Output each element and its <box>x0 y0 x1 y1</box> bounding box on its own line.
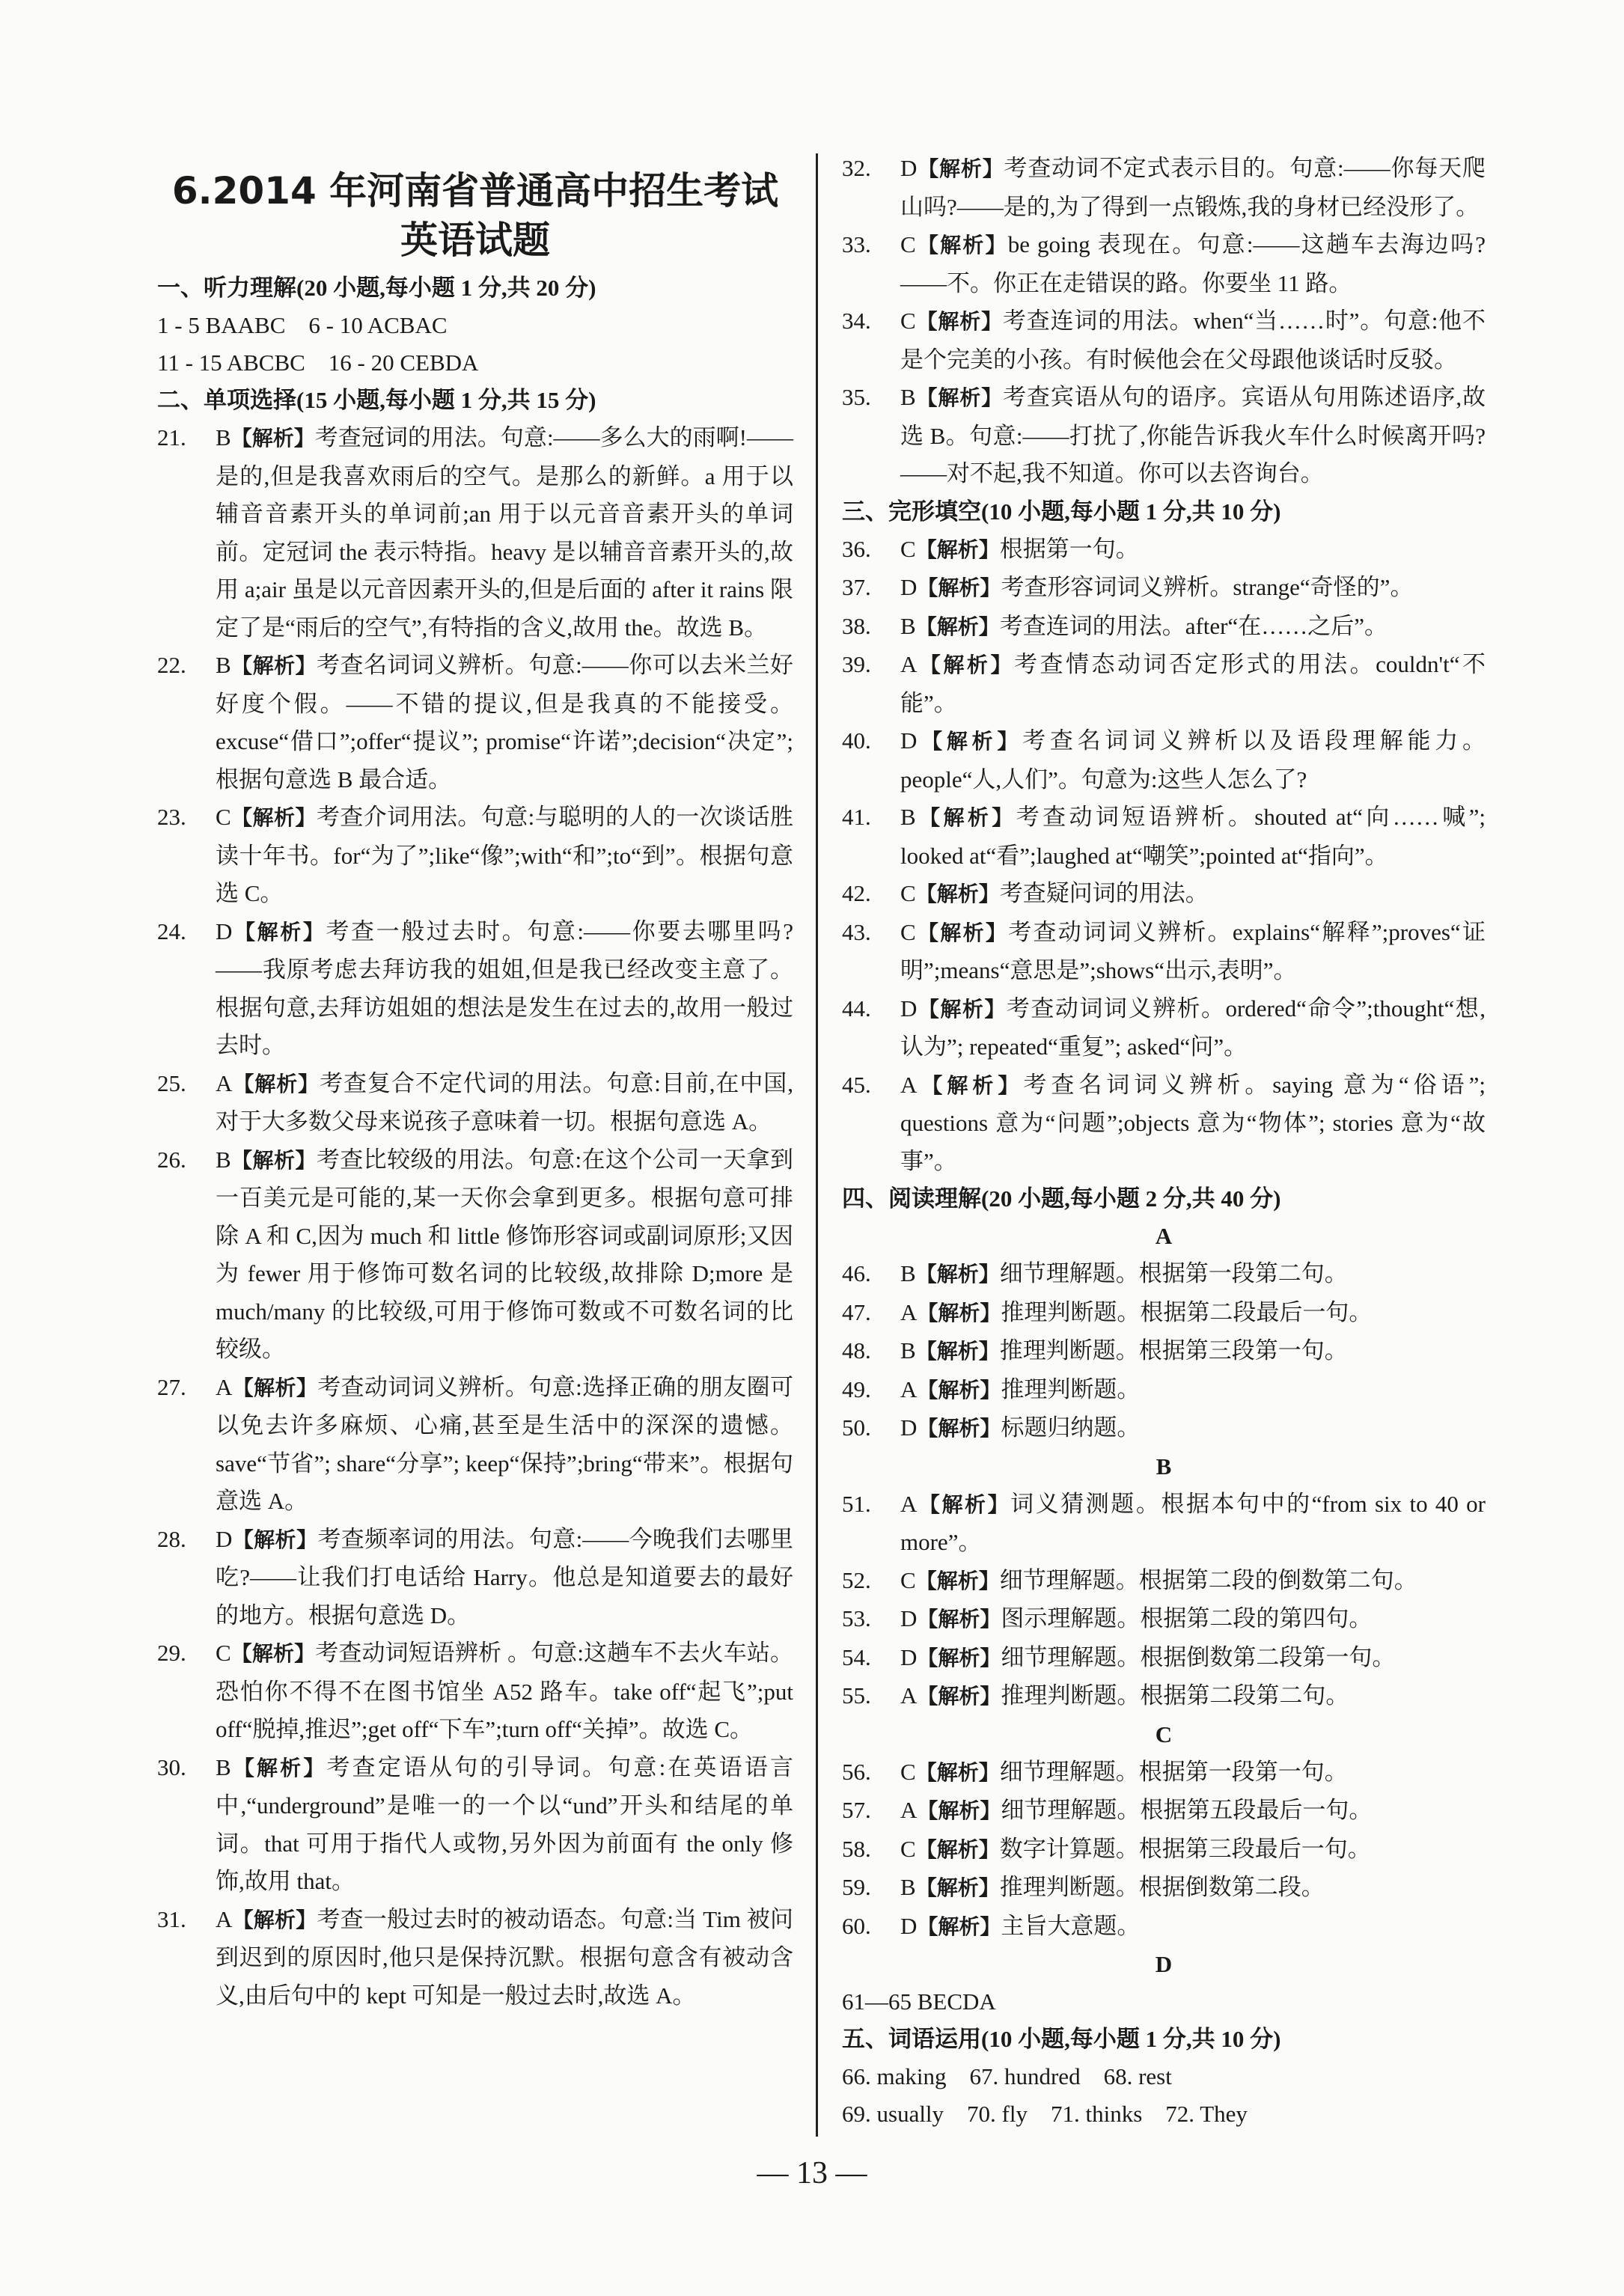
item-number: 39. <box>842 651 871 677</box>
answer-item <box>842 1831 1486 1869</box>
explanation-text: 考查名词词义辨析。saying 意为“俗语”; questions 意为“问题”;objects 意为“物体”; stories 意为“故事”。 <box>900 1071 1486 1174</box>
answer-line: 69. usually 70. fly 71. thinks 72. They <box>842 2101 1248 2127</box>
analysis-tag: 【解析】 <box>231 653 317 678</box>
answer-item <box>842 1486 1486 1562</box>
analysis-tag: 【解析】 <box>917 1416 1001 1441</box>
item-explanation <box>900 1600 1486 1639</box>
answer-letter: B <box>900 612 916 639</box>
explanation-text: 考查名词词义辨析。句意:——你可以去米兰好好度个假。——不错的提议,但是我真的不能接受。excuse“借口”;offer“提议”; promise“许诺”;decision“决定”;根据句意选 B 最合适。 <box>216 652 793 793</box>
explanation-text: 考查情态动词否定形式的用法。couldn't“不能”。 <box>900 651 1486 716</box>
answer-item <box>842 1908 1486 1947</box>
analysis-tag: 【解析】 <box>917 1914 1001 1939</box>
analysis-tag: 【解析】 <box>917 1072 1024 1098</box>
answer-letter: B <box>216 1146 231 1173</box>
item-number: 40. <box>842 727 871 754</box>
answer-letter: B <box>900 804 916 830</box>
answer-letter: B <box>216 652 231 678</box>
item-number: 34. <box>842 308 871 334</box>
explanation-text: 考查动词短语辨析。shouted at“向……喊”; looked at“看”;laughed at“嘲笑”;pointed at“指向”。 <box>900 804 1486 869</box>
item-number: 53. <box>842 1605 871 1631</box>
answer-letter: D <box>900 727 918 754</box>
item-explanation <box>900 1908 1486 1947</box>
answer-item <box>842 531 1486 570</box>
answer-letter: D <box>900 1643 918 1670</box>
explanation-text: 考查连词的用法。after“在……之后”。 <box>999 612 1388 639</box>
answer-line: 1 - 5 BAABC 6 - 10 ACBAC <box>157 312 448 338</box>
item-explanation <box>216 1749 793 1901</box>
answer-item <box>842 646 1486 722</box>
item-number: 57. <box>842 1797 871 1823</box>
item-explanation <box>900 799 1486 875</box>
analysis-tag: 【解析】 <box>917 1300 1001 1325</box>
explanation-text: 推理判断题。根据第二段第二句。 <box>1001 1682 1349 1709</box>
item-explanation <box>216 1141 793 1369</box>
answer-item <box>842 569 1486 608</box>
item-number: 44. <box>842 995 871 1022</box>
answer-item <box>842 1792 1486 1831</box>
item-number: 24. <box>157 918 186 944</box>
explanation-text: 数字计算题。根据第三段最后一句。 <box>999 1835 1371 1862</box>
answer-item <box>842 1677 1486 1716</box>
item-number: 38. <box>842 612 871 639</box>
analysis-tag: 【解析】 <box>915 805 1016 830</box>
explanation-text: 推理判断题。根据倒数第二段。 <box>999 1874 1325 1900</box>
answer-item <box>842 379 1486 493</box>
answer-item <box>842 1066 1486 1181</box>
item-explanation <box>900 1332 1486 1371</box>
item-number: 47. <box>842 1298 871 1325</box>
column-divider <box>816 153 818 2137</box>
answer-item <box>842 875 1486 914</box>
answer-line: 11 - 15 ABCBC 16 - 20 CEBDA <box>157 349 479 376</box>
item-number: 59. <box>842 1874 871 1900</box>
explanation-text: 细节理解题。根据第二段的倒数第二句。 <box>999 1566 1417 1593</box>
item-explanation <box>900 1753 1486 1792</box>
explanation-text: 考查宾语从句的语序。宾语从句用陈述语序,故选 B。句意:——打扰了,你能告诉我火车什么时候离开吗?——对不起,我不知道。你可以去咨询台。 <box>900 384 1486 486</box>
analysis-tag: 【解析】 <box>232 1071 320 1096</box>
explanation-text: 考查动词词义辨析。ordered“命令”;thought“想,认为”; repeated“重复”; asked“问”。 <box>900 995 1486 1060</box>
analysis-tag: 【解析】 <box>917 1492 1011 1517</box>
item-explanation <box>900 1831 1486 1869</box>
explanation-text: 细节理解题。根据第五段最后一句。 <box>1001 1797 1373 1823</box>
answer-item <box>842 914 1486 990</box>
answer-item <box>157 913 793 1065</box>
analysis-tag: 【解析】 <box>231 805 317 830</box>
item-number: 45. <box>842 1071 871 1098</box>
answer-item <box>842 1255 1486 1294</box>
answer-letter: A <box>900 1682 918 1709</box>
item-explanation <box>216 647 793 799</box>
answer-letter: D <box>216 1525 233 1552</box>
answer-item <box>842 1869 1486 1908</box>
analysis-tag: 【解析】 <box>917 729 1023 754</box>
item-number: 41. <box>842 804 871 830</box>
item-number: 22. <box>157 652 186 678</box>
answer-item <box>157 1369 793 1521</box>
item-explanation <box>900 1371 1486 1410</box>
item-number: 60. <box>842 1912 871 1939</box>
item-number: 27. <box>157 1373 186 1400</box>
analysis-tag: 【解析】 <box>915 920 1009 945</box>
passage-label: A <box>1155 1223 1173 1249</box>
answer-letter: C <box>900 535 916 562</box>
answer-letter: A <box>900 1376 918 1402</box>
analysis-tag: 【解析】 <box>232 1375 318 1400</box>
item-number: 33. <box>842 231 871 257</box>
explanation-text: 考查形容词词义辨析。strange“奇怪的”。 <box>1001 574 1414 600</box>
item-explanation <box>900 1792 1486 1831</box>
answer-letter: A <box>900 651 918 677</box>
answer-letter: A <box>900 1797 918 1823</box>
item-number: 43. <box>842 918 871 945</box>
item-explanation <box>900 569 1486 608</box>
item-number: 35. <box>842 384 871 410</box>
item-explanation <box>900 1255 1486 1294</box>
item-explanation <box>216 1065 793 1141</box>
analysis-tag: 【解析】 <box>232 1527 318 1552</box>
explanation-text: 考查定语从句的引导词。句意:在英语语言中,“underground”是唯一的一个以“und”开头和结尾的单词。that 可用于指代人或物,另外因为前面有 the only 修饰,故用 that。 <box>216 1753 793 1894</box>
answer-letter: B <box>900 384 916 410</box>
item-number: 26. <box>157 1146 186 1173</box>
item-explanation <box>216 1521 793 1635</box>
explanation-text: 考查比较级的用法。句意:在这个公司一天拿到一百美元是可能的,某一天你会拿到更多。根据句意可排除 A 和 C,因为 much 和 little 修饰形容词或副词原形;又因为 fewer 用于修饰可数名词的比较级,故排除 D;more 是 much/many 的比较级,可用于修饰可数或不可数名词的比较级。 <box>216 1146 793 1362</box>
left-column <box>157 0 793 2015</box>
explanation-text: 推理判断题。根据第三段第一句。 <box>999 1337 1348 1364</box>
answer-letter: B <box>900 1874 916 1900</box>
explanation-text: 考查一般过去时的被动语态。句意:当 Tim 被问到迟到的原因时,他只是保持沉默。根据句意含有被动含义,由后句中的 kept 可知是一般过去时,故选 A。 <box>216 1905 793 2009</box>
analysis-tag: 【解析】 <box>231 426 315 451</box>
answer-letter: C <box>900 231 916 257</box>
answer-letter: D <box>900 1912 918 1939</box>
explanation-text: be going 表现在。句意:——这趟车去海边吗?——不。你正在走错误的路。你要坐 11 路。 <box>900 231 1486 296</box>
item-number: 52. <box>842 1566 871 1593</box>
explanation-text: 考查一般过去时。句意:——你要去哪里吗?——我原考虑去拜访我的姐姐,但是我已经改变主意了。根据句意,去拜访姐姐的想法是发生在过去的,故用一般过去时。 <box>216 918 793 1058</box>
section-heading: 二、单项选择(15 小题,每小题 1 分,共 15 分) <box>157 387 596 413</box>
answer-line: 61—65 BECDA <box>842 1988 996 2015</box>
item-explanation <box>900 722 1486 799</box>
explanation-text: 图示理解题。根据第二段的第四句。 <box>1001 1605 1373 1631</box>
answer-letter: C <box>216 1640 231 1666</box>
answer-letter: B <box>216 1753 231 1780</box>
item-number: 23. <box>157 804 186 830</box>
item-explanation <box>900 1677 1486 1716</box>
answer-item <box>842 1600 1486 1639</box>
explanation-text: 考查动词短语辨析 。句意:这趟车不去火车站。恐怕你不得不在图书馆坐 A52 路车。take off“起飞”;put off“脱掉,推迟”;get off“下车”;turn off“关掉”。故选 C。 <box>216 1640 793 1742</box>
answer-letter: D <box>900 155 918 181</box>
section-heading: 五、词语运用(10 小题,每小题 1 分,共 10 分) <box>842 2026 1281 2052</box>
item-explanation <box>900 379 1486 493</box>
answer-item <box>842 799 1486 875</box>
item-explanation <box>900 1869 1486 1908</box>
answer-letter: C <box>900 918 916 945</box>
answer-letter: C <box>900 1835 916 1862</box>
answer-letter: A <box>216 1069 233 1096</box>
explanation-text: 细节理解题。根据第一段第二句。 <box>999 1260 1348 1286</box>
item-number: 30. <box>157 1753 186 1780</box>
explanation-text: 主旨大意题。 <box>1001 1912 1141 1939</box>
answer-item <box>157 1065 793 1141</box>
analysis-tag: 【解析】 <box>915 1568 1000 1593</box>
analysis-tag: 【解析】 <box>917 1377 1001 1402</box>
item-explanation <box>900 646 1486 722</box>
answer-item <box>842 1639 1486 1678</box>
explanation-text: 考查动词词义辨析。explains“解释”;proves“证明”;means“意思是”;shows“出示,表明”。 <box>900 918 1486 983</box>
analysis-tag: 【解析】 <box>915 1759 1000 1785</box>
answer-letter: D <box>900 574 918 600</box>
answer-letter: C <box>900 880 916 906</box>
answer-letter: C <box>900 1566 916 1593</box>
answer-item <box>842 1562 1486 1601</box>
item-explanation <box>900 1294 1486 1333</box>
item-number: 42. <box>842 880 871 906</box>
answer-item <box>842 1294 1486 1333</box>
section-heading: 四、阅读理解(20 小题,每小题 2 分,共 40 分) <box>842 1185 1281 1212</box>
explanation-text: 推理判断题。 <box>1001 1376 1141 1402</box>
answer-item <box>842 722 1486 799</box>
item-number: 51. <box>842 1490 871 1517</box>
item-number: 54. <box>842 1643 871 1670</box>
answer-item <box>157 799 793 913</box>
item-number: 25. <box>157 1069 186 1096</box>
item-number: 32. <box>842 155 871 181</box>
answer-item <box>842 990 1486 1066</box>
analysis-tag: 【解析】 <box>915 233 1008 257</box>
item-number: 28. <box>157 1525 186 1552</box>
explanation-text: 词义猜测题。根据本句中的“from six to 40 or more”。 <box>900 1490 1486 1555</box>
answer-item <box>842 1409 1486 1448</box>
item-explanation <box>216 1901 793 2015</box>
document-title: 6.2014 年河南省普通高中招生考试 <box>171 169 779 213</box>
section-heading: 三、完形填空(10 小题,每小题 1 分,共 10 分) <box>842 498 1281 525</box>
analysis-tag: 【解析】 <box>915 882 1000 906</box>
item-number: 58. <box>842 1835 871 1862</box>
answer-item <box>842 226 1486 302</box>
analysis-tag: 【解析】 <box>915 614 1000 639</box>
analysis-tag: 【解析】 <box>917 1798 1001 1823</box>
answer-letter: A <box>900 1071 918 1098</box>
explanation-text: 考查动词不定式表示目的。句意:——你每天爬山吗?——是的,为了得到一点锻炼,我的身材已经没形了。 <box>900 155 1486 220</box>
answer-letter: A <box>900 1298 918 1325</box>
item-number: 48. <box>842 1337 871 1364</box>
item-number: 56. <box>842 1758 871 1785</box>
answer-item <box>157 419 793 647</box>
answer-letter: A <box>900 1490 918 1517</box>
answer-item <box>842 1332 1486 1371</box>
analysis-tag: 【解析】 <box>231 1147 317 1173</box>
analysis-tag: 【解析】 <box>917 996 1007 1022</box>
item-explanation <box>900 1639 1486 1678</box>
answer-item <box>157 1521 793 1635</box>
analysis-tag: 【解析】 <box>917 156 1004 181</box>
answer-item <box>157 1634 793 1749</box>
answer-item <box>842 608 1486 647</box>
item-number: 31. <box>157 1905 186 1932</box>
answer-letter: C <box>900 1758 916 1785</box>
answer-letter: D <box>900 1414 918 1441</box>
item-explanation <box>900 1562 1486 1601</box>
explanation-text: 考查动词词义辨析。句意:选择正确的朋友圈可以免去许多麻烦、心痛,甚至是生活中的深深的遗憾。save“节省”; share“分享”; keep“保持”;bring“带来”。根据句意选 A。 <box>216 1373 793 1514</box>
page-number: — 13 — <box>757 2156 867 2190</box>
answer-letter: B <box>216 424 231 451</box>
item-number: 36. <box>842 535 871 562</box>
answer-letter: A <box>216 1373 233 1400</box>
answer-item <box>842 150 1486 226</box>
item-number: 55. <box>842 1682 871 1709</box>
item-explanation <box>216 1369 793 1521</box>
item-number: 21. <box>157 424 186 451</box>
analysis-tag: 【解析】 <box>232 1907 317 1932</box>
document-subtitle: 英语试题 <box>400 219 550 262</box>
explanation-text: 考查频率词的用法。句意:——今晚我们去哪里吃?——让我们打电话给 Harry。他总是知道要去的最好的地方。根据句意选 D。 <box>216 1525 793 1628</box>
item-explanation <box>900 226 1486 302</box>
answer-item <box>842 302 1486 379</box>
item-explanation <box>216 419 793 647</box>
item-number: 37. <box>842 574 871 600</box>
answer-letter: B <box>900 1260 916 1286</box>
analysis-tag: 【解析】 <box>917 1645 1001 1670</box>
answer-letter: A <box>216 1905 233 1932</box>
passage-label: B <box>1156 1453 1172 1480</box>
answer-letter: D <box>900 995 918 1022</box>
item-explanation <box>900 531 1486 570</box>
answer-letter: C <box>900 308 916 334</box>
passage-label: C <box>1155 1721 1173 1747</box>
analysis-tag: 【解析】 <box>915 1262 1000 1286</box>
explanation-text: 细节理解题。根据第一段第一句。 <box>999 1758 1348 1785</box>
item-explanation <box>900 1409 1486 1448</box>
answer-item <box>842 1753 1486 1792</box>
explanation-text: 细节理解题。根据倒数第二段第一句。 <box>1001 1643 1396 1670</box>
item-explanation <box>900 302 1486 379</box>
item-explanation <box>900 1066 1486 1181</box>
item-explanation <box>216 1634 793 1749</box>
analysis-tag: 【解析】 <box>915 537 1000 562</box>
item-number: 29. <box>157 1640 186 1666</box>
passage-label: D <box>1155 1951 1173 1977</box>
analysis-tag: 【解析】 <box>917 653 1014 677</box>
answer-item <box>842 1371 1486 1410</box>
analysis-tag: 【解析】 <box>232 919 326 944</box>
explanation-text: 考查介词用法。句意:与聪明的人的一次谈话胜读十年书。for“为了”;like“像”;with“和”;to“到”。根据句意选 C。 <box>216 804 793 906</box>
answer-item <box>157 1141 793 1369</box>
analysis-tag: 【解析】 <box>915 385 1003 410</box>
item-number: 49. <box>842 1376 871 1402</box>
item-explanation <box>900 990 1486 1066</box>
answer-letter: D <box>216 918 233 944</box>
explanation-text: 考查冠词的用法。句意:——多么大的雨啊!——是的,但是我喜欢雨后的空气。是那么的新鲜。a 用于以辅音音素开头的单词前;an 用于以元音音素开头的单词前。定冠词 the 表示特指。heavy 是以辅音音素开头的,故用 a;air 虽是以元音因素开头的,但是后面的 after it rains 限定了是“雨后的空气”,有特指的含义,故用 the。故选 B。 <box>216 424 793 641</box>
answer-letter: B <box>900 1337 916 1364</box>
answer-item <box>157 647 793 799</box>
explanation-text: 推理判断题。根据第二段最后一句。 <box>1001 1298 1373 1325</box>
item-explanation <box>900 608 1486 647</box>
item-number: 46. <box>842 1260 871 1286</box>
answer-item <box>157 1901 793 2015</box>
explanation-text: 根据第一句。 <box>999 535 1139 562</box>
item-number: 50. <box>842 1414 871 1441</box>
analysis-tag: 【解析】 <box>915 1339 1000 1364</box>
explanation-text: 考查复合不定代词的用法。句意:目前,在中国,对于大多数父母来说孩子意味着一切。根据句意选 A。 <box>216 1069 793 1135</box>
analysis-tag: 【解析】 <box>915 309 1003 334</box>
analysis-tag: 【解析】 <box>231 1641 316 1666</box>
explanation-text: 考查疑问词的用法。 <box>999 880 1209 906</box>
analysis-tag: 【解析】 <box>917 1684 1001 1709</box>
explanation-text: 考查连词的用法。when“当……时”。句意:他不是个完美的小孩。有时候他会在父母跟他谈话时反驳。 <box>900 308 1486 373</box>
explanation-text: 标题归纳题。 <box>1001 1414 1141 1441</box>
analysis-tag: 【解析】 <box>917 575 1001 600</box>
analysis-tag: 【解析】 <box>915 1875 1000 1900</box>
analysis-tag: 【解析】 <box>915 1837 1000 1862</box>
item-explanation <box>900 875 1486 914</box>
item-explanation <box>900 914 1486 990</box>
answer-letter: D <box>900 1605 918 1631</box>
item-explanation <box>216 799 793 913</box>
item-explanation <box>216 913 793 1065</box>
answer-item <box>157 1749 793 1901</box>
analysis-tag: 【解析】 <box>231 1755 327 1780</box>
answer-letter: C <box>216 804 231 830</box>
item-explanation <box>900 150 1486 226</box>
explanation-text: 考查名词词义辨析以及语段理解能力。people“人,人们”。句意为:这些人怎么了? <box>900 727 1486 793</box>
analysis-tag: 【解析】 <box>917 1607 1001 1631</box>
answer-line: 66. making 67. hundred 68. rest <box>842 2063 1172 2089</box>
right-column <box>842 0 1486 2133</box>
section-heading: 一、听力理解(20 小题,每小题 1 分,共 20 分) <box>157 275 596 301</box>
item-explanation <box>900 1486 1486 1562</box>
